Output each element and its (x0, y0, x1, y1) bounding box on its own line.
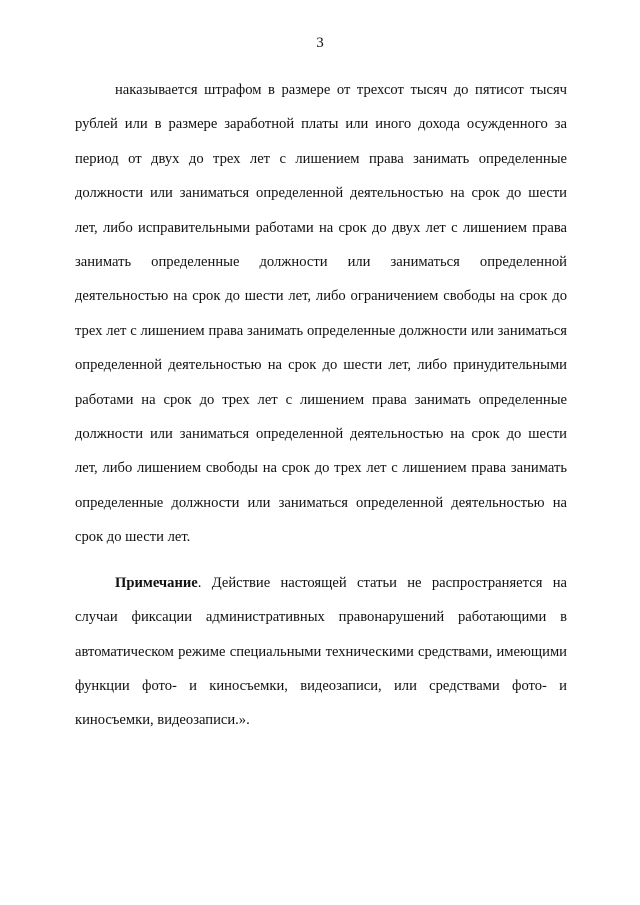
document-body (75, 73, 567, 738)
paragraph-note (75, 566, 567, 738)
paragraph-penalty: наказывается штрафом в размере от трехсот тысяч до пятисот тысяч рублей или в размере заработной платы или иного дохода осужденного за период от двух до трех лет с лишением права занимать определенные должности или заниматься определенной деятельностью на срок до шести лет, либо исправительными работами на срок до двух лет с лишением права занимать определенные должности или заниматься определенной деятельностью на срок до шести лет, либо ограничением свободы на срок до трех лет с лишением права занимать определенные должности или заниматься определенной деятельностью на срок до шести лет, либо принудительными работами на срок до трех лет с лишением права занимать определенные должности или заниматься определенной деятельностью на срок до шести лет, либо лишением свободы на срок до трех лет с лишением права занимать определенные должности или заниматься определенной деятельностью на срок до шести лет. (75, 82, 567, 546)
note-text: . Действие настоящей статьи не распространяется на случаи фиксации административных правонарушений работающими в автоматическом режиме специальными техническими средствами, имеющими функции фото- и киносъемки, видеозаписи, или средствами фото- и киносъемки, видеозаписи.». (75, 574, 567, 729)
page-number: 3 (316, 35, 324, 51)
note-label: Примечание (115, 574, 198, 591)
